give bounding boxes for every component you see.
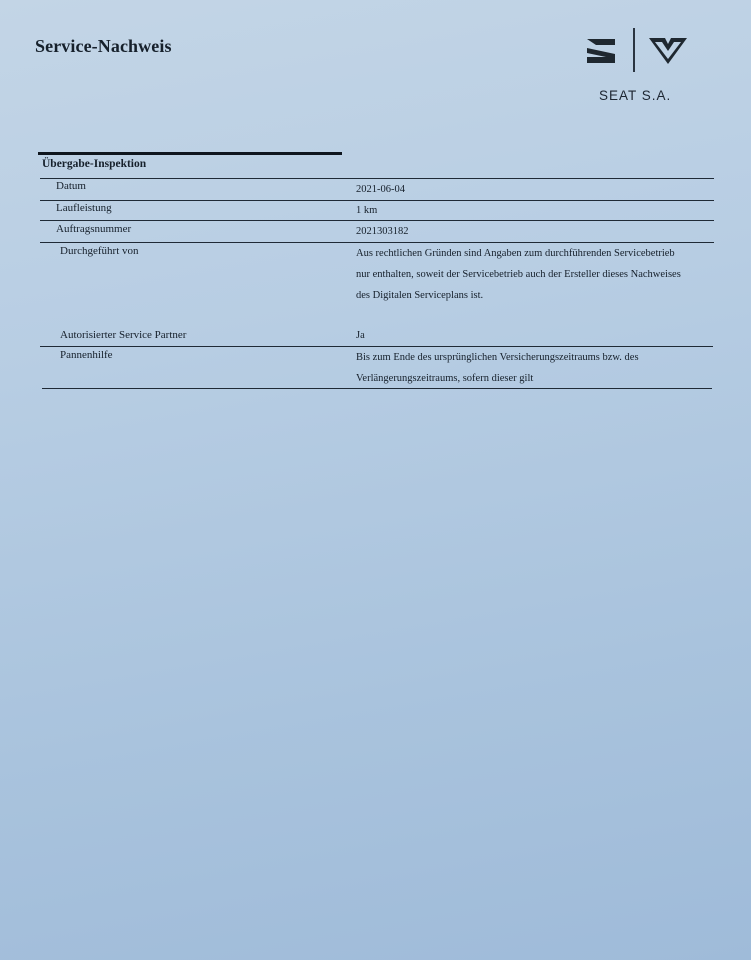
value-autorisierter-service-partner: Ja [356,330,365,341]
value-datum: 2021-06-04 [356,184,405,195]
value-line: Bis zum Ende des ursprünglichen Versicherungszeitraums bzw. des [356,352,639,363]
section-title: Übergabe-Inspektion [42,158,147,170]
value-line: des Digitalen Serviceplans ist. [356,290,484,301]
value-laufleistung: 1 km [356,205,378,216]
seat-logo-icon [584,36,618,66]
cupra-logo-icon [647,34,689,66]
value-line: Aus rechtlichen Gründen sind Angaben zum durchführenden Servicebetrieb [356,248,675,259]
section-divider [38,152,342,155]
value-line: Verlängerungszeitraums, sofern dieser gilt [356,373,534,384]
brand-logos [584,28,694,74]
logo-divider [633,28,635,72]
value-auftragsnummer: 2021303182 [356,226,409,237]
value-durchgefuehrt-von [356,243,706,306]
value-line: nur enthalten, soweit der Servicebetrieb auch der Ersteller dieses Nachweises [356,269,681,280]
page-title: Service-Nachweis [35,36,172,56]
label-datum: Datum [56,180,86,192]
label-pannenhilfe: Pannenhilfe [60,349,113,361]
label-durchgefuehrt-von: Durchgeführt von [60,245,139,257]
label-autorisierter-service-partner: Autorisierter Service Partner [60,329,187,341]
company-name: SEAT S.A. [599,88,672,103]
label-auftragsnummer: Auftragsnummer [56,223,132,235]
label-laufleistung: Laufleistung [56,202,112,214]
value-pannenhilfe [356,347,706,389]
